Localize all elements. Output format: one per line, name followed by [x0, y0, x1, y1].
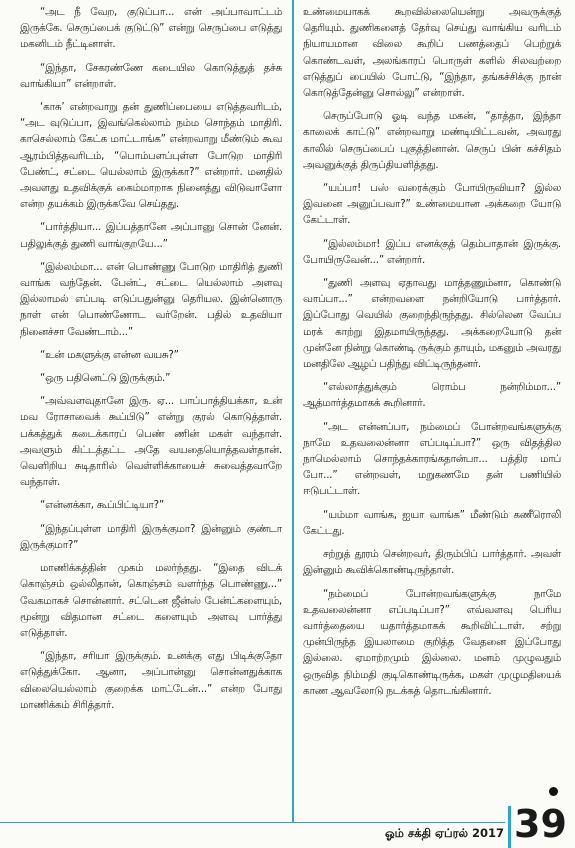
page-number: 39 — [514, 802, 567, 846]
paragraph: “யப்பா! பஸ் வரைக்கும் போயிருவியா? இல்ல இவனை அனுப்பவா?” உண்மையான அக்கறை யோடு கேட்டாள். — [303, 182, 561, 227]
column-divider — [292, 0, 294, 822]
paragraph: “அட என்னப்பா, நம்மைப் போன்றவங்களுக்கு நாமே உதவலைன்னா எப்படிப்பா?” ஒரு விதத்தில நாமெல்லாம் சொந்தக்காரங்கதான்பா... பத்திர மாப் போ...” என்றவள், மறுகணமே தன் பணியில் ஈடுபட்டாள். — [303, 420, 561, 498]
end-of-story-dot — [549, 787, 558, 796]
paragraph: ‘காசு’ என்றவாறு தன் துணிப்பையை எடுத்தவரிடம், “அட வுடுப்பா, இவங்கெல்லாம் நம்ம சொந்தம் மாதிரி. காசெல்லாம் கேட்க மாட்டாங்க” என்றவாறு மீண்டும் கூவ ஆரம்பித்தவரிடம், “பொம்பளப்புள்ள போடுற மாதிரி பேண்ட், சட்டை யெல்லாம் இருக்கா?” என்றார். மனதில் அவளது உதவிக்குக் கைம்மாறாக நினைத்து விடுவாளோ என்ற தயக்கம் இருக்கவே செய்தது. — [20, 101, 282, 211]
paragraph: “இல்லம்மா... என் பொண்ணு போடுற மாதிரித் துணி வாங்க வந்தேன். பேன்ட், சட்டை யெல்லாம் அளவு இல்லாமல் எப்படி எடுப்பதுன்னு தெரியல. இன்னொரு நாள் என் பொண்ணோட வர்றேன். பதில் உதவியா நினைச்சா வேண்டாம்...” — [20, 260, 282, 338]
page-number-bar — [508, 806, 511, 848]
paragraph: “அட நீ வேற, குடுப்பா... என் அப்பாவாட்டம் இருக்கே. செருப்பைக் குடுட்டு” என்று செருப்பை எடுத்து மகனிடம் நீட்டினாள். — [20, 6, 282, 51]
paragraph: “துணி அளவு ஏதாவது மாத்தணும்னா, கொண்டு வாப்பா...” என்றவளை நன்றியோடு பார்த்தார். இப்போது வெயில் குறைந்திருந்தது. சில்லென வேப்ப மரக் காற்று இதமாயிருந்தது. அக்கறையோடு தன் முன்னே நின்று கொண்டி ருக்கும் தாயும், மகனும் அவரது மனதிலே ஆழப் பதிந்து விட்டிருந்தனர். — [303, 277, 561, 371]
paragraph: “இந்தா, சரியா இருக்கும். உனக்கு எது பிடிக்குதோ எடுத்துக்கோ. ஆனா, அப்பான்னு சொன்னதுக்காக விலையெல்லாம் குறைக்க மாட்டேன்...” என்ற போது மாணிக்கம் சிரித்தார். — [20, 650, 282, 711]
paragraph: “எல்லாத்துக்கும் ரொம்ப நன்றிம்மா...” ஆத்மார்த்தமாகக் கூறினார். — [303, 381, 561, 410]
paragraph: “யம்மா வாங்க, ஐயா வாங்க” மீண்டும் கணீரொலி கேட்டது. — [303, 508, 561, 537]
paragraph: “இல்லம்மா! இப்ப எனக்குத் தெம்பாதான் இருக்கு. போயிருவேன்...” என்றார். — [303, 237, 561, 266]
paragraph: மாணிக்கத்தின் முகம் மலர்ந்தது. “இதை விடக் கொஞ்சம் ஒல்லிதான், கொஞ்சம் வளர்ந்த பொண்ணு...” வேகமாகச் சொன்னார். சட்டென ஜீன்ஸ் பேன்ட்களையும், மூன்று விதமான சட்டை களையும் அளவு பார்த்து எடுத்தாள். — [20, 562, 282, 639]
paragraph: “பார்த்தியா... இப்பத்தானே அப்பானு சொன் னேன். பதிலுக்குத் துணி வாங்குறயே...” — [20, 221, 282, 250]
paragraph: செருப்போடு ஓடி வந்த மகன், “தாத்தா, இந்தா காலைக் காட்டு” என்றவாறு மண்டியிட்டவன், அவரது காலில் செருப்பைப் புகுத்தினான். செருப் பின் கச்சிதம் அவனுக்குத் திருப்தியளித்தது. — [303, 110, 561, 171]
paragraph: “இந்தப்புள்ள மாதிரி இருக்குமா? இன்னும் குண்டா இருக்குமா?” — [20, 522, 282, 551]
footer-rule — [0, 822, 505, 823]
paragraph: உண்மையாகக் கூறவில்லையென்று அவருக்குத் தெரியும். துணிகளைத் தேர்வு செய்து வாங்கிய வரிடம் நியாயமான விலை கூறிப் பணத்தைப் பெற்றுக் கொண்டவள், அலங்காரப் பொருள் களில் சிலவற்றை எடுத்துப் பையில் போட்டு, “இந்தா, தங்கச்சிக்கு நான் கொடுத்தேன்னு சொல்லு” என்றாள். — [303, 6, 561, 100]
paragraph: “என்னக்கா, கூப்பிட்டியா?” — [40, 499, 165, 512]
magazine-footer: ஓம் சக்தி ஏப்ரல் 2017 — [385, 826, 505, 840]
paragraph: சற்றுத் தூரம் சென்றவர், திரும்பிப் பார்த்தார். அவள் இன்னும் கூவிக்கொண்டிருந்தாள். — [303, 548, 561, 577]
paragraph: “இந்தா, சேகரண்ணே கடையில கொடுத்துத் தச்சு வாங்கியா” என்றாள். — [20, 61, 282, 90]
right-column — [303, 4, 561, 706]
paragraph: “ஒரு பதினெட்டு இருக்கும்.” — [40, 372, 171, 385]
paragraph: “நம்மைப் போன்றவங்களுக்கு நாமே உதவலைன்னா எப்படிப்பா?” எவ்வளவு பெரிய வார்த்தையை யதார்த்தமாகக் கூறிவிட்டாள். சற்று முன்பிருந்த இயலாமை குறித்த வேதனை இப்போது இல்லை. ஏமாற்றமும் இல்லை. மனம் முழுவதும் ஒருவித நிம்மதி குடிகொண்டிருக்க, மகள் முழுமதியைக் காண ஆவலோடு நடக்கத் தொடங்கினார். — [303, 587, 561, 697]
paragraph: “அவ்வளவுதானே இரு. ஏ... பாப்பாத்தியக்கா, உன் மவ ரோசாவைக் கூப்பிடு” என்று குரல் கொடுத்தாள். பக்கத்துக் கடைக்காரப் பெண் ணின் மகள் வந்தாள். அவளும் கிட்டத்தட்ட அதே வயதையொத்தவள்தான். வெளிறிய சுடிதாரில் வெள்ளிக்காயைச் சுவைத்தவாறே வந்தாள். — [20, 395, 282, 489]
left-column — [20, 4, 282, 720]
paragraph: “உன் மகளுக்கு என்ன வயசு?” — [40, 348, 179, 361]
